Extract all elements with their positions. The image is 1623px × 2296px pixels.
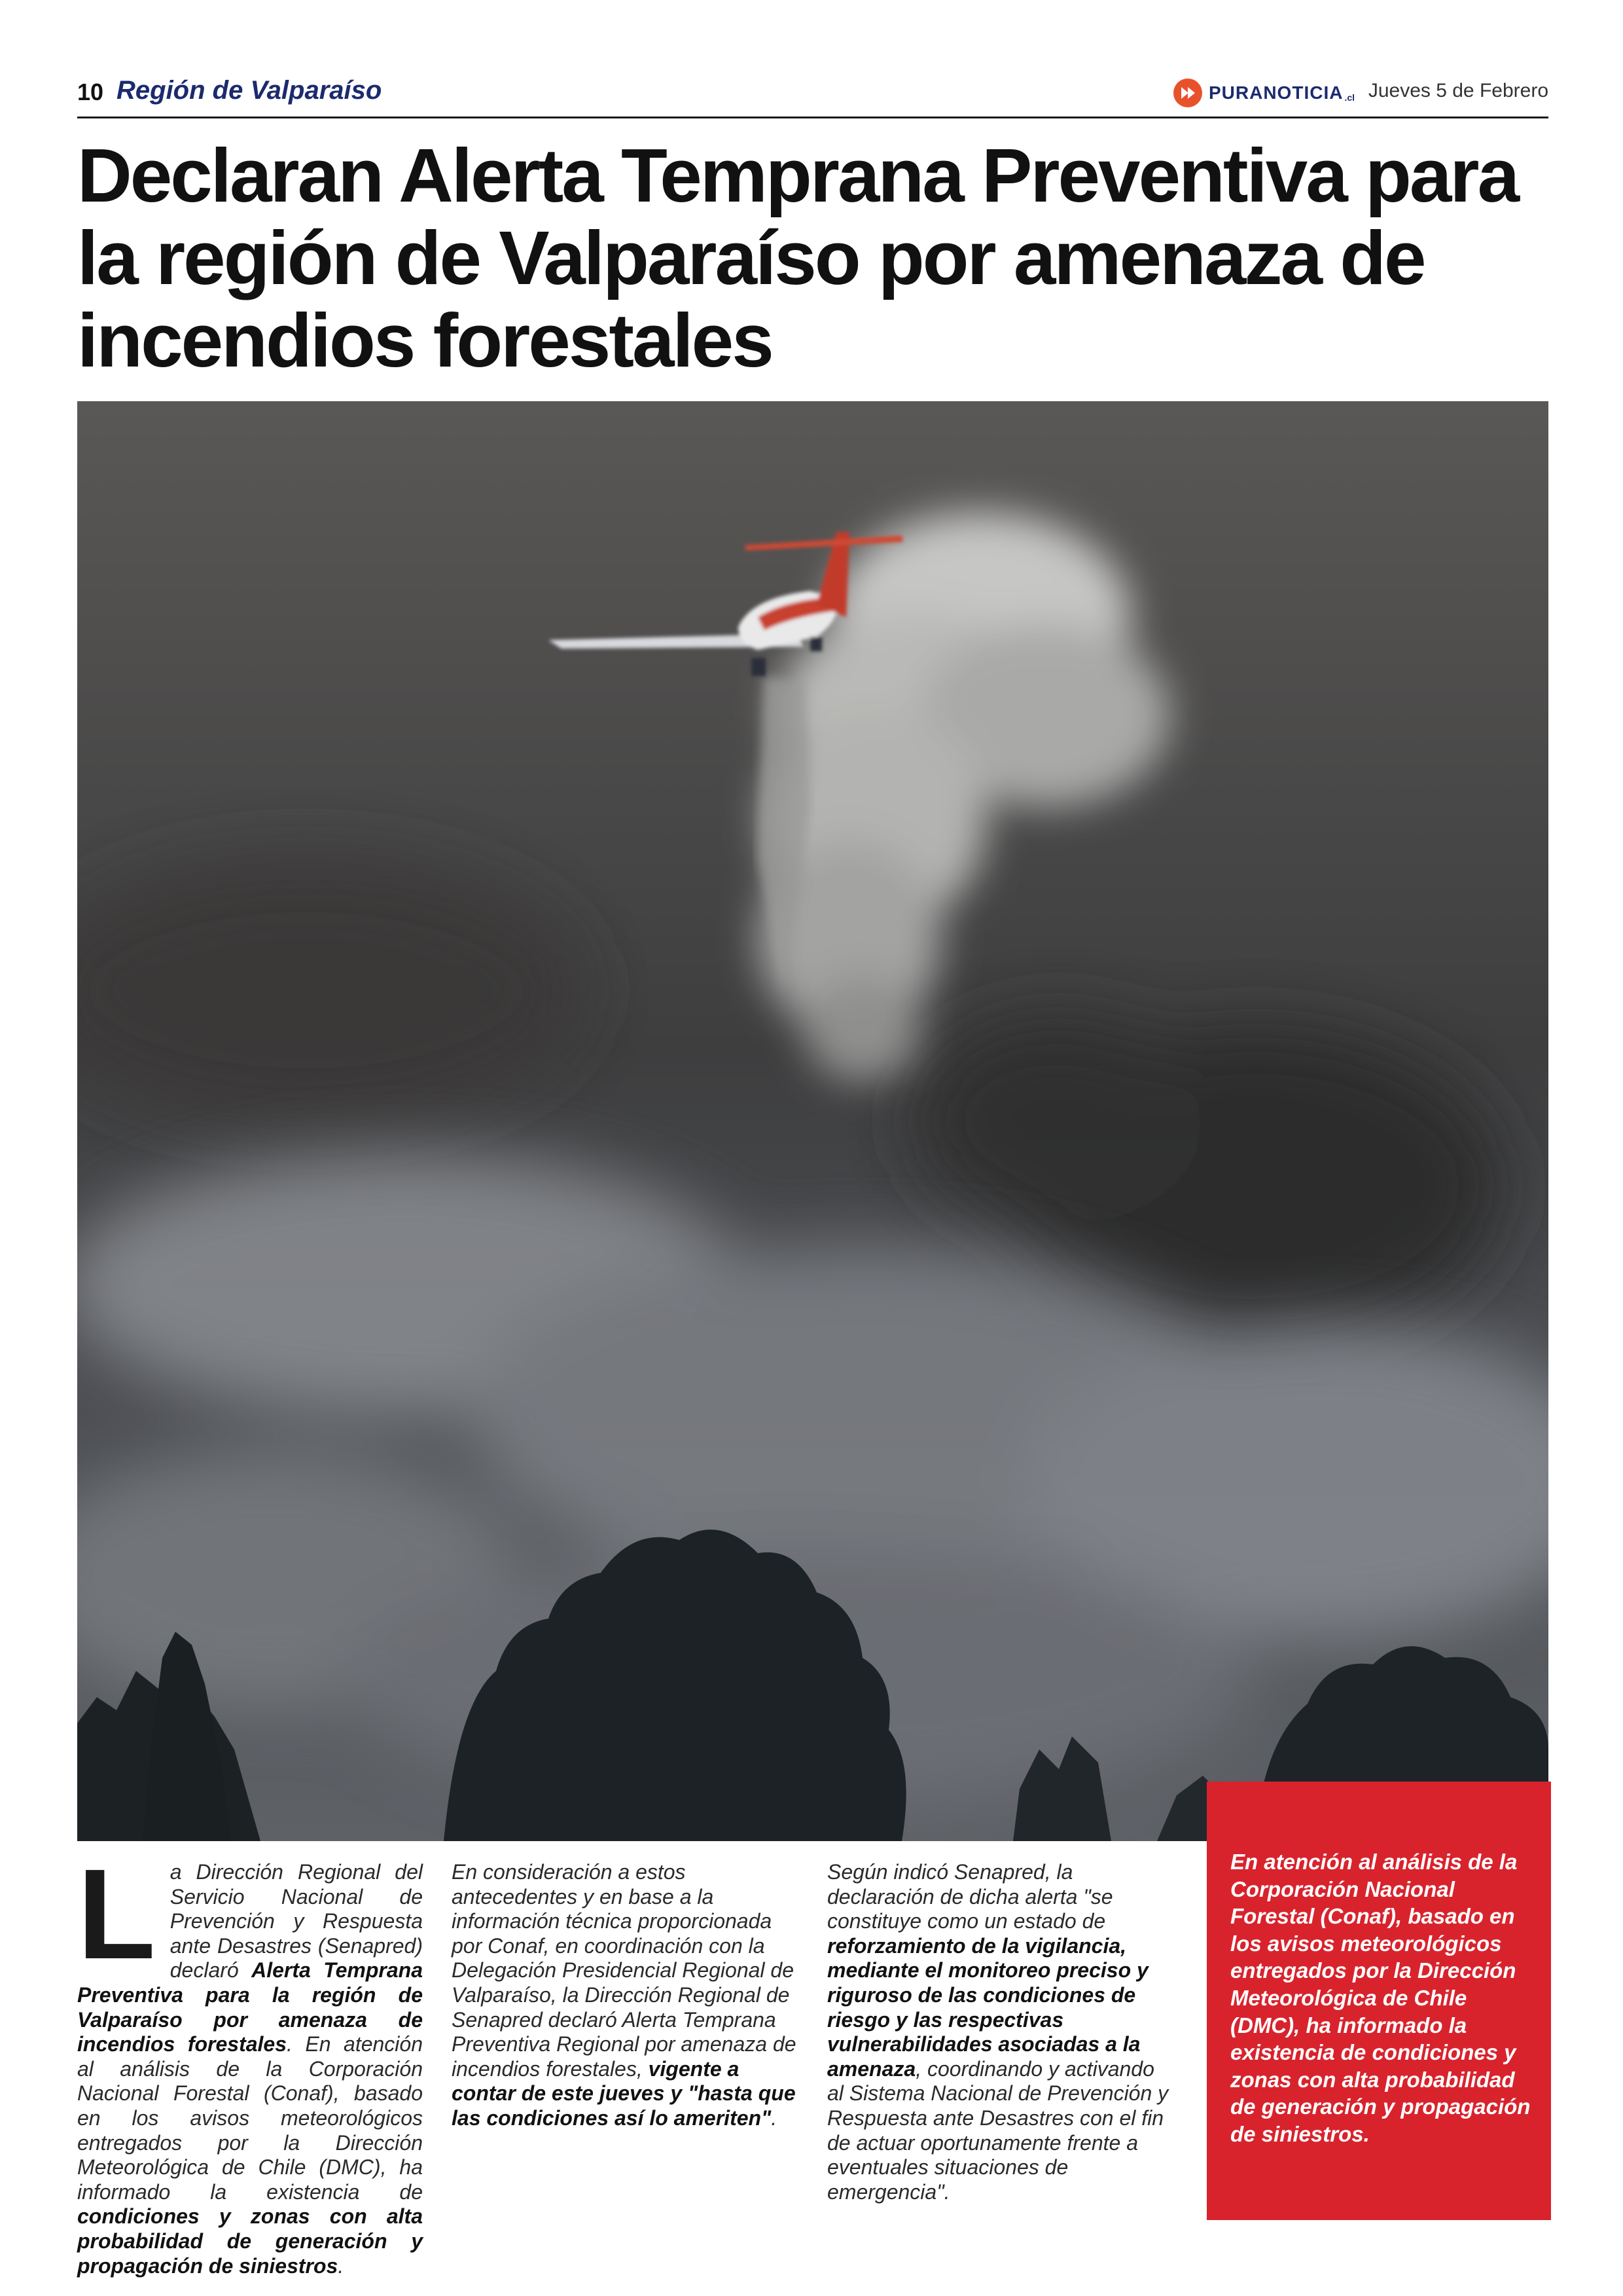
issue-date: Jueves 5 de Febrero — [1368, 80, 1548, 101]
article-column-2 — [452, 1860, 797, 2131]
text-run: . — [771, 2106, 777, 2130]
lead-photo — [77, 401, 1548, 1841]
text-run: En consideración a estos antecedentes y en base a la información técnica proporcionada por Conaf, en coordinación con la Delegación Presidencial Regional de Valparaíso, la Dirección Regional de Senapred declaró Alerta Temprana Preventiva Regional por amenaza de incendios forestales, — [452, 1860, 796, 2081]
brand-name: PURANOTICIA — [1209, 82, 1344, 103]
text-run: . — [338, 2253, 344, 2278]
pull-quote-box — [1207, 1782, 1551, 2220]
text-run: Según indicó Senapred, la declaración de dicha alerta "se constituye como un estado de — [827, 1860, 1113, 1933]
drop-cap: L — [77, 1842, 156, 1986]
page-header — [77, 73, 1548, 118]
page-number: 10 — [77, 79, 104, 105]
brand-tld: .cl — [1344, 92, 1355, 103]
article-paragraph-3 — [827, 1860, 1173, 2204]
headline: Declaran Alerta Temprana Preventiva para la región de Valparaíso por amenaza de incendios forestales — [77, 133, 1518, 383]
brand-logo — [1173, 79, 1355, 107]
bold-text-run: Alerta Temprana Preventiva para la región de Valparaíso por amenaza de incendios forestales — [77, 1958, 423, 2056]
pull-quote: En atención al análisis de la Corporación Nacional Forestal (Conaf), basado en los avisos meteorológicos entregados por la Dirección Meteorológica de Chile (DMC), ha informado la existencia de condiciones y zonas con alta probabilidad de generación y propagación de siniestros. — [1230, 1850, 1531, 2146]
article-paragraph-2 — [452, 1860, 797, 2131]
bold-text-run: vigente a contar de este jueves y "hasta que las condiciones así lo ameriten" — [452, 2056, 796, 2130]
article-paragraph-1 — [77, 1842, 423, 2278]
text-run: a Dirección Regional del Servicio Nacional de Prevención y Respuesta ante Desastres (Senapred) declaró — [169, 1860, 423, 1982]
double-chevron-icon — [1173, 79, 1202, 107]
article-column-3 — [827, 1860, 1173, 2204]
bold-text-run: reforzamiento de la vigilancia, mediante el monitoreo preciso y riguroso de las condiciones de riesgo y las respectivas vulnerabilidades asociadas a la amenaza — [827, 1933, 1149, 2081]
firefighting-aircraft-photo — [77, 401, 1548, 1841]
section-title: Región de Valparaíso — [116, 76, 382, 105]
text-run: , coordinando y activando al Sistema Nacional de Prevención y Respuesta ante Desastres con el fin de actuar oportunamente frente a eventuales situaciones de emergencia". — [827, 2056, 1169, 2204]
text-run: . En atención al análisis de la Corporación Nacional Forestal (Conaf), basado en los avisos meteorológicos entregados por la Dirección Meteorológica de Chile (DMC), ha informado la existencia de — [77, 2032, 423, 2204]
article-column-1 — [77, 1842, 423, 2278]
bold-text-run: condiciones y zonas con alta probabilidad de generación y propagación de siniestros — [77, 2204, 423, 2278]
